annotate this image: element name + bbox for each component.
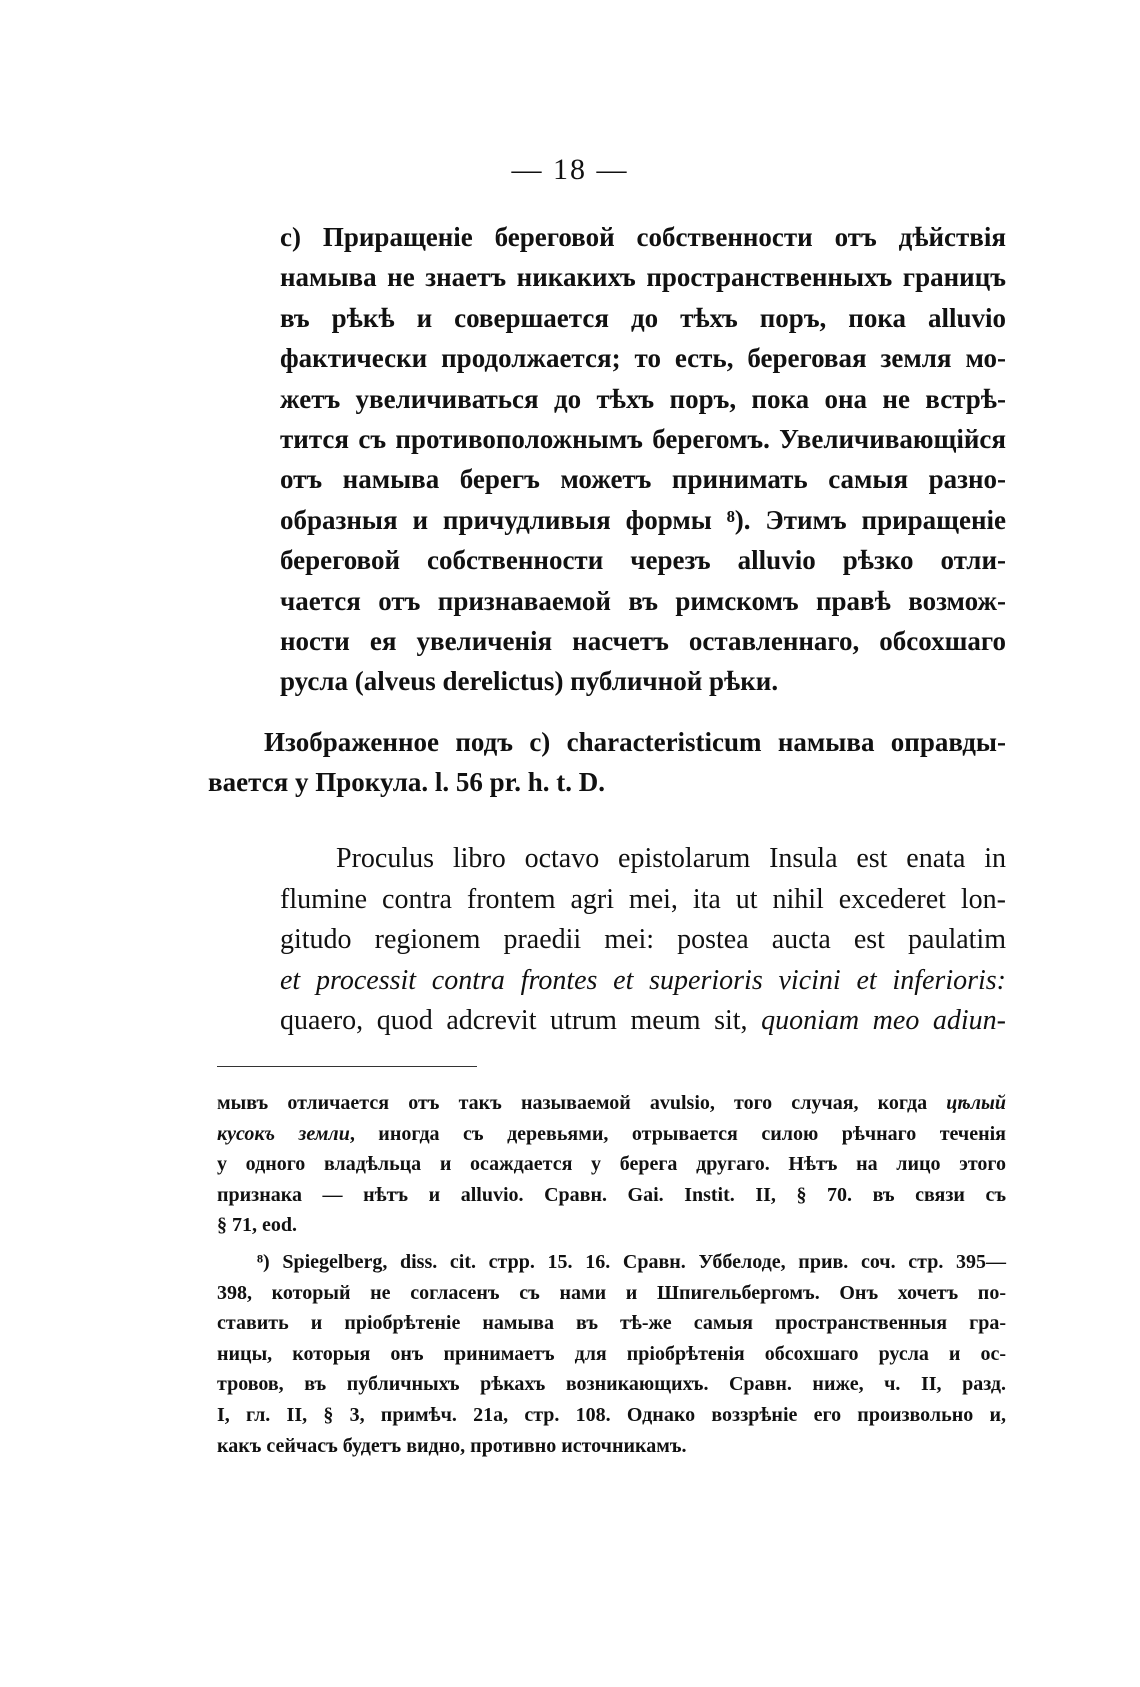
quote-text-italic: quoniam meo adiun- (761, 1005, 1006, 1037)
quote-line: flumine contra frontem agri mei, ita ut nihil excederet lon- (280, 883, 1006, 915)
text-line: въ рѣкѣ и совершается до тѣхъ поръ, пока alluvio (280, 302, 1006, 333)
footnote-8-line: ницы, которыя онъ принимаетъ для пріобрѣтенія обсохшаго русла и ос- (217, 1342, 1006, 1365)
text-line: фактически продолжается; то есть, береговая земля мо- (280, 343, 1006, 374)
footnote-8-line: 398, который не согласенъ съ нами и Шпигельбергомъ. Онъ хочетъ по- (217, 1281, 1006, 1304)
text-line: русла (alveus derelictus) публичной рѣки. (280, 666, 779, 697)
page-number: — 18 — (511, 153, 629, 186)
footnote-line (217, 1119, 1006, 1150)
text-line: c) Приращеніе береговой собственности отъ дѣйствія (280, 222, 1006, 252)
footnote-8-line: I, гл. II, § 3, примѣч. 21a, стр. 108. Однако воззрѣніе его произвольно и, (217, 1403, 1006, 1426)
footnote-8-line: ⁸) Spiegelberg, diss. cit. стрр. 15. 16. Сравн. Уббелоде, прив. соч. стр. 395— (257, 1250, 1006, 1273)
text-line: образныя и причудливыя формы ⁸). Этимъ приращеніе (280, 504, 1006, 535)
text-line: ности ея увеличенія насчетъ оставленнаго, обсохшаго (280, 625, 1006, 656)
paragraph-proculus-intro (208, 722, 1006, 803)
footnote-line: § 71, eod. (217, 1214, 297, 1237)
text-line: береговой собственности черезъ alluvio рѣзко отли- (280, 545, 1006, 576)
footnote-text-italic: кусокъ земли (217, 1122, 350, 1145)
text-line: вается у Прокула. l. 56 pr. h. t. D. (208, 767, 605, 798)
footnote-8-line: какъ сейчасъ будетъ видно, противно источникамъ. (217, 1434, 687, 1457)
paragraph-c (280, 217, 1006, 702)
text-line: жетъ увеличиваться до тѣхъ поръ, пока она не встрѣ- (280, 383, 1006, 414)
quote-line: Proculus libro octavo epistolarum Insula est enata in (336, 843, 1006, 874)
quote-line (280, 1001, 1006, 1042)
text-line: тится съ противоположнымъ берегомъ. Увеличивающійся (280, 423, 1006, 454)
text-line: чается отъ признаваемой въ римскомъ правѣ возмож- (280, 585, 1006, 616)
footnote-8-line: ставить и пріобрѣтеніе намыва въ тѣ-же самыя пространственныя гра- (217, 1312, 1006, 1335)
latin-quote (280, 839, 1006, 1042)
text-line: отъ намыва берегъ можетъ принимать самыя разно- (280, 464, 1006, 495)
text-line: Изображенное подъ c) characteristicum намыва оправды- (264, 727, 1006, 757)
quote-line: gitudo regionem praedii mei: postea aucta est paulatim (280, 924, 1006, 956)
footnote-line (217, 1088, 1006, 1119)
footnote-8-line: тровов, въ публичныхъ рѣкахъ возникающихъ. Сравн. ниже, ч. II, разд. (217, 1373, 1006, 1396)
quote-line-italic: et processit contra frontes et superioris vicini et inferioris: (280, 964, 1006, 996)
quote-text: quaero, quod adcrevit utrum meum sit, (280, 1005, 762, 1037)
footnote-line: признака — нѣтъ и alluvio. Сравн. Gai. Instit. II, § 70. въ связи съ (217, 1183, 1006, 1206)
text-line: намыва не знаетъ никакихъ пространственныхъ границъ (280, 262, 1006, 293)
footnote-line: у одного владѣльца и осаждается у берега другаго. Нѣтъ на лицо этого (217, 1153, 1006, 1176)
footnote-divider (217, 1066, 477, 1067)
footnotes (217, 1088, 1006, 1461)
footnote-text: , иногда съ деревьями, отрывается силою рѣчнаго теченія (349, 1122, 1006, 1145)
footnote-text-italic: цѣлый (946, 1092, 1006, 1114)
footnote-text: мывъ отличается отъ такъ называемой avulsio, того случая, когда (217, 1092, 947, 1114)
